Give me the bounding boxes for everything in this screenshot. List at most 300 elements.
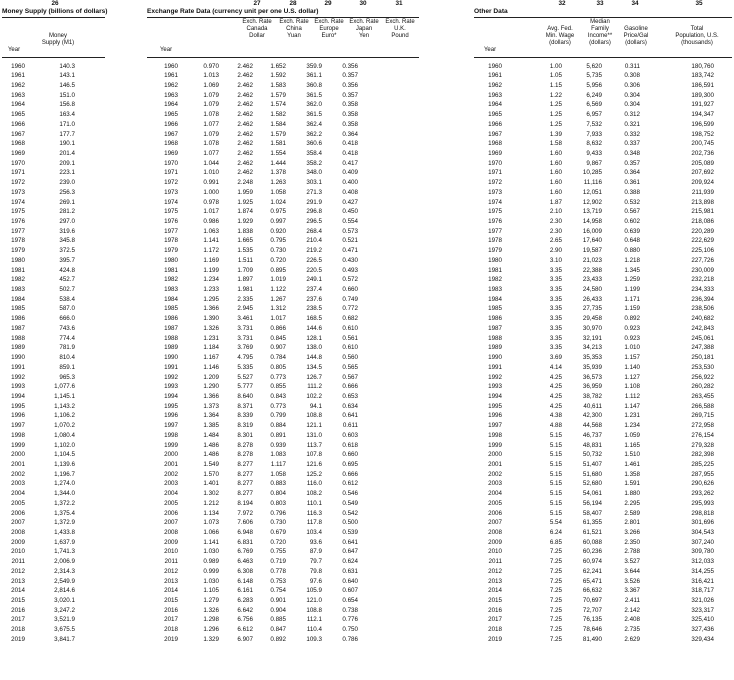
value-cell: 0.321 <box>624 120 640 128</box>
value-cell: 0.603 <box>342 431 358 439</box>
value-cell: 3.461 <box>237 315 253 323</box>
year-cell: 1960 <box>488 62 502 70</box>
value-cell: 260,282 <box>691 383 714 391</box>
value-cell: 361.1 <box>306 72 322 80</box>
table-row <box>0 207 734 217</box>
value-cell: 6.148 <box>237 577 253 585</box>
year-cell: 1967 <box>164 130 178 138</box>
year-cell: 1994 <box>164 392 178 400</box>
value-cell: 1,139.6 <box>54 460 75 468</box>
value-cell: 0.991 <box>203 179 219 187</box>
value-cell: 348.0 <box>306 169 322 177</box>
value-cell: 32,191 <box>582 334 602 342</box>
value-cell: 2.65 <box>549 237 562 245</box>
value-cell: 358.4 <box>306 149 322 157</box>
column-number: 30 <box>359 0 367 7</box>
value-cell: 1.510 <box>624 451 640 459</box>
value-cell: 1.059 <box>624 431 640 439</box>
year-cell: 2014 <box>488 587 502 595</box>
value-cell: 6.642 <box>237 606 253 614</box>
value-cell: 321,026 <box>691 597 714 605</box>
value-cell: 0.358 <box>342 111 358 119</box>
value-cell: 1,106.2 <box>54 412 75 420</box>
divider <box>2 57 105 58</box>
value-cell: 3.35 <box>549 305 562 313</box>
value-cell: 1.122 <box>270 286 286 294</box>
value-cell: 0.357 <box>342 72 358 80</box>
value-cell: 1.358 <box>624 470 640 478</box>
value-cell: 1.390 <box>203 315 219 323</box>
value-cell: 1.199 <box>203 266 219 274</box>
column-header: Year <box>159 47 173 53</box>
value-cell: 1.484 <box>203 431 219 439</box>
value-cell: 0.855 <box>270 383 286 391</box>
value-cell: 7.25 <box>549 626 562 634</box>
value-cell: 0.750 <box>342 626 358 634</box>
data-rows <box>0 62 734 645</box>
table-row <box>0 139 734 149</box>
value-cell: 87.9 <box>309 548 322 556</box>
value-cell: 239.0 <box>59 179 75 187</box>
value-cell: 1.486 <box>203 451 219 459</box>
value-cell: 1.665 <box>237 237 253 245</box>
value-cell: 0.773 <box>270 373 286 381</box>
year-cell: 1974 <box>488 198 502 206</box>
value-cell: 1.010 <box>624 344 640 352</box>
value-cell: 245,061 <box>691 334 714 342</box>
value-cell: 0.975 <box>270 208 286 216</box>
value-cell: 6.283 <box>237 597 253 605</box>
value-cell: 3.35 <box>549 315 562 323</box>
value-cell: 256,922 <box>691 373 714 381</box>
value-cell: 0.332 <box>624 130 640 138</box>
year-cell: 1966 <box>11 120 25 128</box>
value-cell: 0.500 <box>342 519 358 527</box>
value-cell: 5.15 <box>549 451 562 459</box>
year-cell: 1999 <box>164 441 178 449</box>
value-cell: 110.1 <box>306 499 322 507</box>
value-cell: 5.15 <box>549 431 562 439</box>
value-cell: 1.218 <box>624 256 640 264</box>
value-cell: 1.259 <box>624 276 640 284</box>
year-cell: 1983 <box>164 286 178 294</box>
value-cell: 48,831 <box>582 441 602 449</box>
value-cell: 290,626 <box>691 480 714 488</box>
value-cell: 0.430 <box>342 256 358 264</box>
divider <box>147 17 419 18</box>
value-cell: 1.25 <box>549 111 562 119</box>
year-cell: 2011 <box>11 558 25 566</box>
value-cell: 263,455 <box>691 392 714 400</box>
value-cell: 0.730 <box>270 247 286 255</box>
value-cell: 0.786 <box>342 635 358 643</box>
value-cell: 2.408 <box>624 616 640 624</box>
value-cell: 0.891 <box>270 431 286 439</box>
value-cell: 296.8 <box>306 208 322 216</box>
value-cell: 26,433 <box>582 295 602 303</box>
value-cell: 36,573 <box>582 373 602 381</box>
value-cell: 6.907 <box>237 635 253 643</box>
year-cell: 1995 <box>11 402 25 410</box>
value-cell: 232,218 <box>691 276 714 284</box>
value-cell: 191,927 <box>691 101 714 109</box>
column-number: 31 <box>395 0 403 7</box>
year-cell: 2003 <box>488 480 502 488</box>
value-cell: 0.418 <box>342 140 358 148</box>
value-cell: 8.277 <box>237 460 253 468</box>
year-cell: 2016 <box>488 606 502 614</box>
value-cell: 0.753 <box>270 577 286 585</box>
value-cell: 1.058 <box>270 470 286 478</box>
value-cell: 0.358 <box>342 120 358 128</box>
value-cell: 58,407 <box>582 509 602 517</box>
value-cell: 121.0 <box>306 597 322 605</box>
table-row <box>0 217 734 227</box>
year-cell: 2016 <box>164 606 178 614</box>
value-cell: 0.388 <box>624 188 640 196</box>
table-row <box>0 343 734 353</box>
table-row <box>0 606 734 616</box>
value-cell: 1.108 <box>624 383 640 391</box>
year-cell: 2013 <box>11 577 25 585</box>
value-cell: 113.7 <box>306 441 322 449</box>
value-cell: 1.069 <box>203 81 219 89</box>
year-cell: 2016 <box>11 606 25 614</box>
year-cell: 2009 <box>11 538 25 546</box>
table-row <box>0 188 734 198</box>
year-cell: 1979 <box>11 247 25 255</box>
value-cell: 29,458 <box>582 315 602 323</box>
value-cell: 1.574 <box>270 101 286 109</box>
value-cell: 1.063 <box>203 227 219 235</box>
value-cell: 1.838 <box>237 227 253 235</box>
value-cell: 17,640 <box>582 237 602 245</box>
value-cell: 0.532 <box>624 198 640 206</box>
value-cell: 3.35 <box>549 295 562 303</box>
value-cell: 12,051 <box>582 188 602 196</box>
value-cell: 125.2 <box>306 470 322 478</box>
value-cell: 97.6 <box>309 577 322 585</box>
value-cell: 0.471 <box>342 247 358 255</box>
year-cell: 1963 <box>164 91 178 99</box>
year-cell: 1966 <box>164 120 178 128</box>
year-cell: 2017 <box>488 616 502 624</box>
value-cell: 253,530 <box>691 363 714 371</box>
year-cell: 1989 <box>488 344 502 352</box>
value-cell: 0.720 <box>270 256 286 264</box>
table-row <box>0 159 734 169</box>
column-number: 27 <box>253 0 261 7</box>
value-cell: 0.427 <box>342 198 358 206</box>
year-cell: 2011 <box>164 558 178 566</box>
value-cell: 22,388 <box>582 266 602 274</box>
value-cell: 117.8 <box>306 519 322 527</box>
year-cell: 2018 <box>11 626 25 634</box>
year-cell: 2002 <box>488 470 502 478</box>
value-cell: 502.7 <box>59 286 75 294</box>
value-cell: 0.738 <box>342 606 358 614</box>
value-cell: 0.311 <box>624 62 640 70</box>
year-cell: 1971 <box>11 169 25 177</box>
year-cell: 1961 <box>11 72 25 80</box>
table-row <box>0 392 734 402</box>
value-cell: 1.298 <box>203 616 219 624</box>
year-cell: 1964 <box>488 101 502 109</box>
value-cell: 3.527 <box>624 558 640 566</box>
value-cell: 5,620 <box>586 62 602 70</box>
value-cell: 16,009 <box>582 227 602 235</box>
value-cell: 1.231 <box>624 412 640 420</box>
value-cell: 0.408 <box>342 188 358 196</box>
value-cell: 234,333 <box>691 286 714 294</box>
value-cell: 0.634 <box>342 402 358 410</box>
value-cell: 163.4 <box>59 111 75 119</box>
value-cell: 177.7 <box>59 130 75 138</box>
year-cell: 1972 <box>488 179 502 187</box>
year-cell: 2001 <box>164 460 178 468</box>
value-cell: 94.1 <box>309 402 322 410</box>
value-cell: 2.335 <box>237 295 253 303</box>
year-cell: 1995 <box>164 402 178 410</box>
table-row <box>0 557 734 567</box>
year-cell: 1999 <box>488 441 502 449</box>
value-cell: 0.573 <box>342 227 358 235</box>
column-header: Exch. Rate China Yuan <box>279 19 309 39</box>
value-cell: 2.462 <box>237 159 253 167</box>
value-cell: 666.0 <box>59 315 75 323</box>
value-cell: 309,780 <box>691 548 714 556</box>
table-row <box>0 470 734 480</box>
year-cell: 1999 <box>11 441 25 449</box>
value-cell: 303.1 <box>306 179 322 187</box>
value-cell: 3.35 <box>549 286 562 294</box>
value-cell: 1.39 <box>549 130 562 138</box>
value-cell: 250,181 <box>691 354 714 362</box>
value-cell: 1.146 <box>203 363 219 371</box>
value-cell: 3.35 <box>549 324 562 332</box>
year-cell: 1996 <box>11 412 25 420</box>
year-cell: 2008 <box>164 529 178 536</box>
value-cell: 0.364 <box>624 169 640 177</box>
value-cell: 1.584 <box>270 120 286 128</box>
value-cell: 1.199 <box>624 286 640 294</box>
year-cell: 1994 <box>488 392 502 400</box>
value-cell: 5.527 <box>237 373 253 381</box>
year-cell: 1985 <box>11 305 25 313</box>
value-cell: 201.4 <box>59 149 75 157</box>
value-cell: 205,089 <box>691 159 714 167</box>
value-cell: 1.880 <box>624 490 640 498</box>
year-cell: 2003 <box>164 480 178 488</box>
value-cell: 293,262 <box>691 490 714 498</box>
value-cell: 140.3 <box>59 62 75 70</box>
year-cell: 2004 <box>11 490 25 498</box>
year-cell: 2013 <box>164 577 178 585</box>
value-cell: 76,135 <box>582 616 602 624</box>
year-cell: 1970 <box>11 159 25 167</box>
year-cell: 2014 <box>11 587 25 595</box>
value-cell: 218,086 <box>691 218 714 225</box>
value-cell: 2.589 <box>624 509 640 517</box>
value-cell: 128.1 <box>306 334 322 342</box>
value-cell: 2.462 <box>237 81 253 89</box>
value-cell: 1,372.2 <box>54 499 75 507</box>
value-cell: 6.831 <box>237 538 253 546</box>
year-cell: 2004 <box>488 490 502 498</box>
value-cell: 1.444 <box>270 159 286 167</box>
value-cell: 0.805 <box>270 363 286 371</box>
year-cell: 1975 <box>11 208 25 216</box>
year-cell: 2005 <box>11 499 25 507</box>
year-cell: 1998 <box>164 431 178 439</box>
column-number: 26 <box>51 0 59 7</box>
value-cell: 6.308 <box>237 567 253 575</box>
value-cell: 1.024 <box>270 198 286 206</box>
value-cell: 3.526 <box>624 577 640 585</box>
value-cell: 1.929 <box>237 218 253 225</box>
value-cell: 2.462 <box>237 169 253 177</box>
value-cell: 1.385 <box>203 422 219 430</box>
value-cell: 0.939 <box>270 441 286 449</box>
value-cell: 587.0 <box>59 305 75 313</box>
value-cell: 2.462 <box>237 62 253 70</box>
year-cell: 1998 <box>488 431 502 439</box>
year-cell: 1967 <box>488 130 502 138</box>
value-cell: 0.653 <box>342 392 358 400</box>
value-cell: 219.2 <box>306 247 322 255</box>
value-cell: 5.15 <box>549 480 562 488</box>
year-cell: 1975 <box>488 208 502 216</box>
value-cell: 0.612 <box>342 480 358 488</box>
section-title: Exchange Rate Data (currency unit per one U.S. dollar) <box>147 8 319 15</box>
value-cell: 0.631 <box>342 567 358 575</box>
value-cell: 1.981 <box>237 286 253 294</box>
year-cell: 1985 <box>164 305 178 313</box>
value-cell: 7.972 <box>237 509 253 517</box>
value-cell: 0.999 <box>203 567 219 575</box>
year-cell: 2007 <box>488 519 502 527</box>
value-cell: 256.3 <box>59 188 75 196</box>
year-cell: 1988 <box>164 334 178 342</box>
year-cell: 1966 <box>488 120 502 128</box>
value-cell: 1.364 <box>203 412 219 420</box>
section-title: Money Supply (billions of dollars) <box>2 8 108 15</box>
column-header: Total Population, U.S. (thousands) <box>675 26 719 46</box>
value-cell: 361.5 <box>306 111 322 119</box>
value-cell: 0.845 <box>270 334 286 342</box>
value-cell: 1.212 <box>203 499 219 507</box>
table-row <box>0 285 734 295</box>
table-row <box>0 304 734 314</box>
value-cell: 1.326 <box>203 606 219 614</box>
value-cell: 2.629 <box>624 635 640 643</box>
value-cell: 0.641 <box>342 538 358 546</box>
value-cell: 6.463 <box>237 558 253 566</box>
value-cell: 5.15 <box>549 490 562 498</box>
year-cell: 2001 <box>11 460 25 468</box>
year-cell: 2008 <box>11 529 25 536</box>
value-cell: 4.14 <box>549 363 562 371</box>
year-cell: 1982 <box>11 276 25 284</box>
table-row <box>0 431 734 441</box>
value-cell: 1.140 <box>624 363 640 371</box>
value-cell: 1.00 <box>549 62 562 70</box>
value-cell: 0.755 <box>270 548 286 556</box>
value-cell: 298,818 <box>691 509 714 517</box>
value-cell: 186,591 <box>691 81 714 89</box>
value-cell: 247,388 <box>691 344 714 352</box>
value-cell: 46,737 <box>582 431 602 439</box>
table-row <box>0 295 734 305</box>
value-cell: 1.079 <box>203 101 219 109</box>
year-cell: 1971 <box>488 169 502 177</box>
value-cell: 1.184 <box>203 344 219 352</box>
value-cell: 4.88 <box>549 422 562 430</box>
value-cell: 1.326 <box>203 324 219 332</box>
value-cell: 1.013 <box>203 72 219 80</box>
value-cell: 0.892 <box>270 635 286 643</box>
year-cell: 1968 <box>488 140 502 148</box>
year-cell: 1960 <box>11 62 25 70</box>
value-cell: 1,196.7 <box>54 470 75 478</box>
value-cell: 0.647 <box>342 548 358 556</box>
value-cell: 240,682 <box>691 315 714 323</box>
value-cell: 0.803 <box>270 499 286 507</box>
value-cell: 93.6 <box>309 538 322 546</box>
year-cell: 2006 <box>488 509 502 517</box>
value-cell: 1.290 <box>203 383 219 391</box>
value-cell: 0.546 <box>342 490 358 498</box>
value-cell: 8.278 <box>237 441 253 449</box>
value-cell: 0.561 <box>342 334 358 342</box>
value-cell: 1.535 <box>237 247 253 255</box>
value-cell: 1.60 <box>549 188 562 196</box>
value-cell: 200,745 <box>691 140 714 148</box>
value-cell: 0.624 <box>342 558 358 566</box>
year-cell: 1962 <box>11 81 25 89</box>
year-cell: 1969 <box>11 149 25 157</box>
value-cell: 359.9 <box>306 62 322 70</box>
value-cell: 0.610 <box>342 344 358 352</box>
year-cell: 2007 <box>164 519 178 527</box>
value-cell: 183,742 <box>691 72 714 80</box>
value-cell: 3.35 <box>549 266 562 274</box>
column-header: Exch. Rate Japan Yen <box>349 19 379 39</box>
value-cell: 209,924 <box>691 179 714 187</box>
value-cell: 2.462 <box>237 72 253 80</box>
year-cell: 1998 <box>11 431 25 439</box>
value-cell: 8.301 <box>237 431 253 439</box>
value-cell: 210.4 <box>306 237 322 245</box>
value-cell: 220.5 <box>306 266 322 274</box>
value-cell: 0.304 <box>624 91 640 99</box>
table-row <box>0 538 734 548</box>
year-cell: 1990 <box>488 354 502 362</box>
year-cell: 2006 <box>11 509 25 517</box>
value-cell: 1,344.0 <box>54 490 75 498</box>
value-cell: 108.8 <box>306 606 322 614</box>
value-cell: 0.773 <box>270 402 286 410</box>
value-cell: 1.279 <box>203 597 219 605</box>
value-cell: 7.25 <box>549 558 562 566</box>
year-cell: 2019 <box>488 635 502 643</box>
value-cell: 0.666 <box>342 383 358 391</box>
value-cell: 225,106 <box>691 247 714 255</box>
value-cell: 287,955 <box>691 470 714 478</box>
value-cell: 0.679 <box>270 529 286 536</box>
value-cell: 1,070.2 <box>54 422 75 430</box>
value-cell: 2,314.3 <box>54 567 75 575</box>
